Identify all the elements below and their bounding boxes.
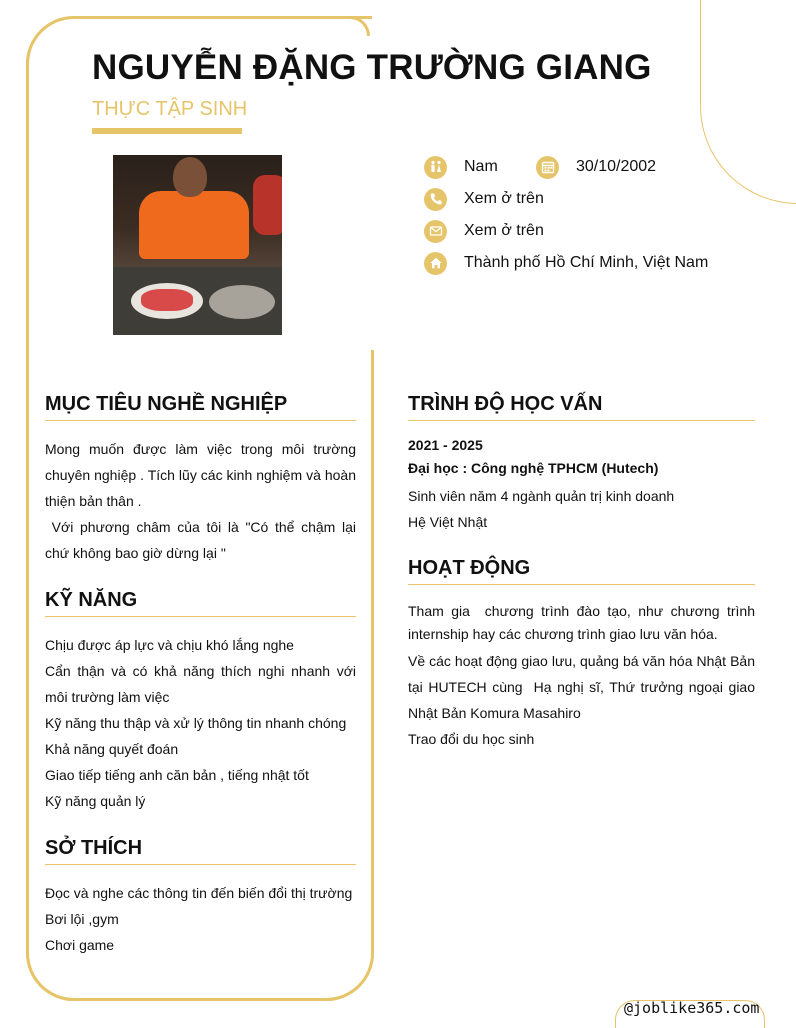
- role-underline: [92, 128, 242, 134]
- home-icon: [424, 252, 447, 275]
- hobby-item: Bơi lội ,gym: [45, 911, 119, 927]
- candidate-name: NGUYỄN ĐẶNG TRƯỜNG GIANG: [92, 48, 652, 87]
- education-details: [408, 483, 674, 535]
- hobbies-list: [45, 880, 356, 958]
- hobby-item: Đọc và nghe các thông tin đến biến đổi thị trường: [45, 885, 353, 901]
- activity-line: Tham gia chương trình đào tạo, như chương trình internship hay các chương trình giao lưu văn hóa.: [408, 603, 759, 642]
- career-objective-rule: [45, 420, 356, 421]
- skill-item: Cẩn thận và có khả năng thích nghi nhanh với môi trường làm việc: [45, 663, 356, 705]
- education-rule: [408, 420, 755, 421]
- skills-rule: [45, 616, 356, 617]
- gender-value: Nam: [464, 158, 498, 175]
- skill-item: Giao tiếp tiếng anh căn bản , tiếng nhật tốt: [45, 767, 309, 783]
- address-value: Thành phố Hồ Chí Minh, Việt Nam: [464, 254, 709, 271]
- gender-icon: [424, 156, 447, 179]
- email-icon: [424, 220, 447, 243]
- career-objective-title: MỤC TIÊU NGHỀ NGHIỆP: [45, 393, 288, 415]
- info-dob-row: [536, 155, 656, 179]
- activity-line: Về các hoạt động giao lưu, quảng bá văn hóa Nhật Bản tại HUTECH cùng Hạ nghị sĩ, Thứ trưởng ngoại giao Nhật Bản Komura Masahiro: [408, 653, 759, 721]
- phone-value: Xem ở trên: [464, 190, 544, 207]
- info-phone-row: [424, 187, 544, 211]
- phone-icon: [424, 188, 447, 211]
- career-objective-line: Với phương châm của tôi là "Có thể chậm lại chứ không bao giờ dừng lại ": [45, 519, 360, 561]
- info-address-row: [424, 251, 708, 275]
- hobbies-rule: [45, 864, 356, 865]
- education-school: Đại học : Công nghệ TPHCM (Hutech): [408, 460, 659, 476]
- activities-text: [408, 600, 759, 752]
- watermark-text: @joblike365.com: [624, 999, 760, 1017]
- education-detail-line: Hệ Việt Nhật: [408, 514, 488, 530]
- skill-item: Kỹ năng thu thập và xử lý thông tin nhanh chóng: [45, 715, 347, 731]
- skills-title: KỸ NĂNG: [45, 589, 138, 611]
- calendar-icon: [536, 156, 559, 179]
- education-detail-line: Sinh viên năm 4 ngành quản trị kinh doanh: [408, 488, 675, 504]
- profile-photo: [113, 155, 282, 335]
- skills-list: [45, 632, 356, 814]
- activities-rule: [408, 584, 755, 585]
- hobby-item: Chơi game: [45, 937, 115, 953]
- email-value: Xem ở trên: [464, 222, 544, 239]
- info-gender-row: [424, 155, 498, 179]
- decorative-corner-top-right: [700, 0, 796, 204]
- info-email-row: [424, 219, 544, 243]
- frame-right-border: [371, 350, 374, 950]
- career-objective-line: Mong muốn được làm việc trong môi trường chuyên nghiệp . Tích lũy các kinh nghiệm và hoàn thiện bản thân .: [45, 441, 356, 509]
- education-title: TRÌNH ĐỘ HỌC VẤN: [408, 393, 603, 415]
- hobbies-title: SỞ THÍCH: [45, 837, 143, 859]
- skill-item: Kỹ năng quản lý: [45, 793, 146, 809]
- skill-item: Chịu được áp lực và chịu khó lắng nghe: [45, 637, 294, 653]
- activities-title: HOẠT ĐỘNG: [408, 557, 531, 579]
- skill-item: Khả năng quyết đoán: [45, 741, 179, 757]
- activity-line: Trao đổi du học sinh: [408, 731, 535, 747]
- education-years: 2021 - 2025: [408, 437, 483, 453]
- career-objective-text: [45, 436, 360, 566]
- dob-value: 30/10/2002: [576, 158, 657, 175]
- candidate-role: THỰC TẬP SINH: [92, 98, 248, 120]
